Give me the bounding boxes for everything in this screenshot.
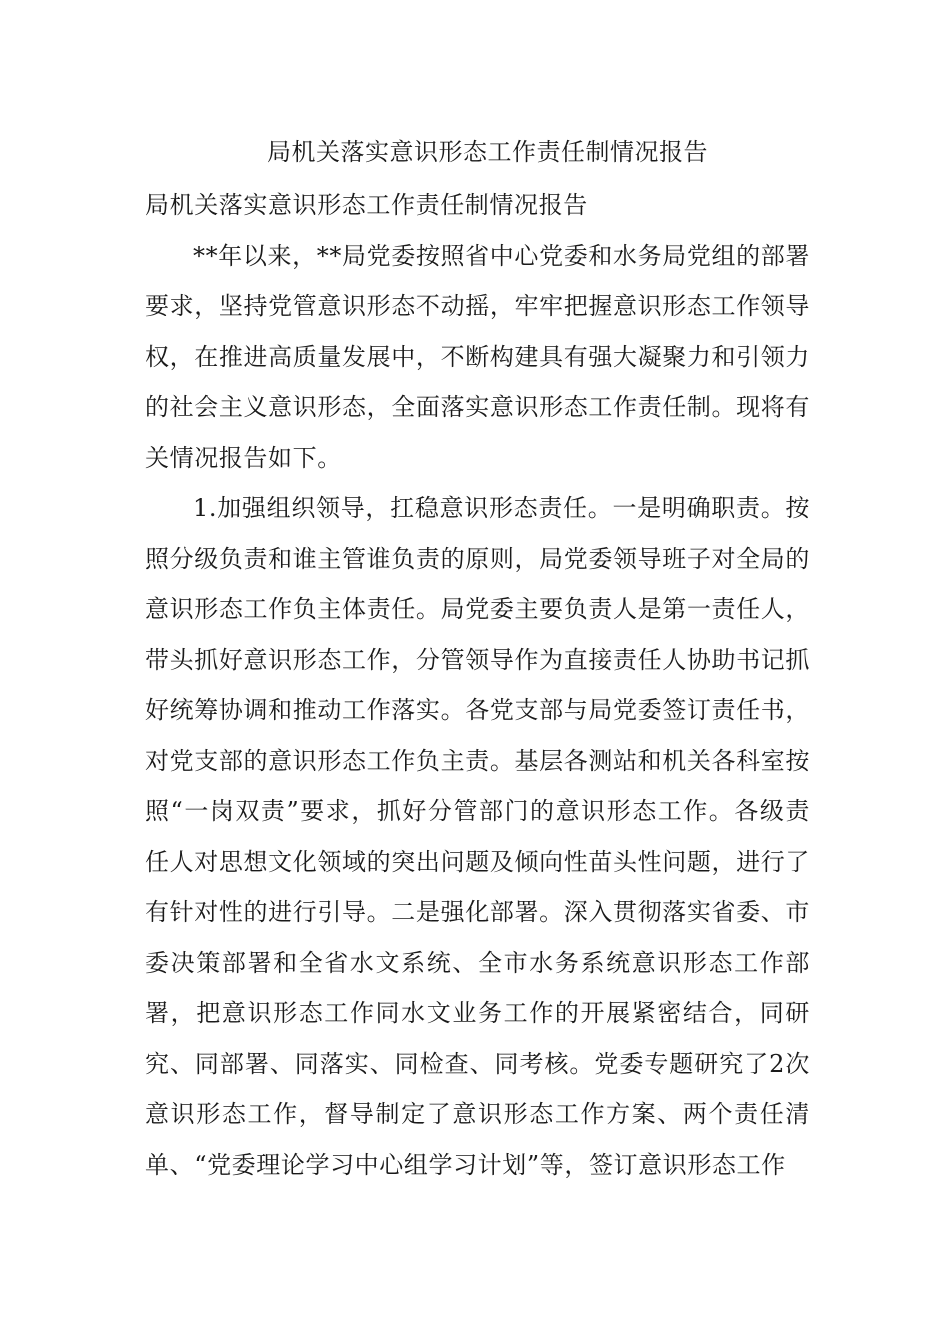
document-body: [145, 180, 810, 1190]
document-title: 局机关落实意识形态工作责任制情况报告: [267, 138, 708, 166]
paragraph-intro: **年以来，**局党委按照省中心党委和水务局党组的部署要求，坚持党管意识形态不动摇，牢牢把握意识形态工作领导权，在推进高质量发展中，不断构建具有强大凝聚力和引领力的社会主义意识形态，全面落实意识形态工作责任制。现将有关情况报告如下。: [145, 241, 810, 472]
paragraph-section-1: 1.加强组织领导，扛稳意识形态责任。一是明确职责。按照分级负责和谁主管谁负责的原则，局党委领导班子对全局的意识形态工作负主体责任。局党委主要负责人是第一责任人，带头抓好意识形态工作，分管领导作为直接责任人协助书记抓好统筹协调和推动工作落实。各党支部与局党委签订责任书，对党支部的意识形态工作负主责。基层各测站和机关各科室按照“一岗双责”要求，抓好分管部门的意识形态工作。各级责任人对思想文化领域的突出问题及倾向性苗头性问题，进行了有针对性的进行引导。二是强化部署。深入贯彻落实省委、市委决策部署和全省水文系统、全市水务系统意识形态工作部署，把意识形态工作同水文业务工作的开展紧密结合，同研究、同部署、同落实、同检查、同考核。党委专题研究了2次意识形态工作，督导制定了意识形态工作方案、两个责任清单、“党委理论学习中心组学习计划”等，签订意识形态工作: [145, 494, 810, 1179]
document-subtitle: 局机关落实意识形态工作责任制情况报告: [145, 191, 588, 219]
